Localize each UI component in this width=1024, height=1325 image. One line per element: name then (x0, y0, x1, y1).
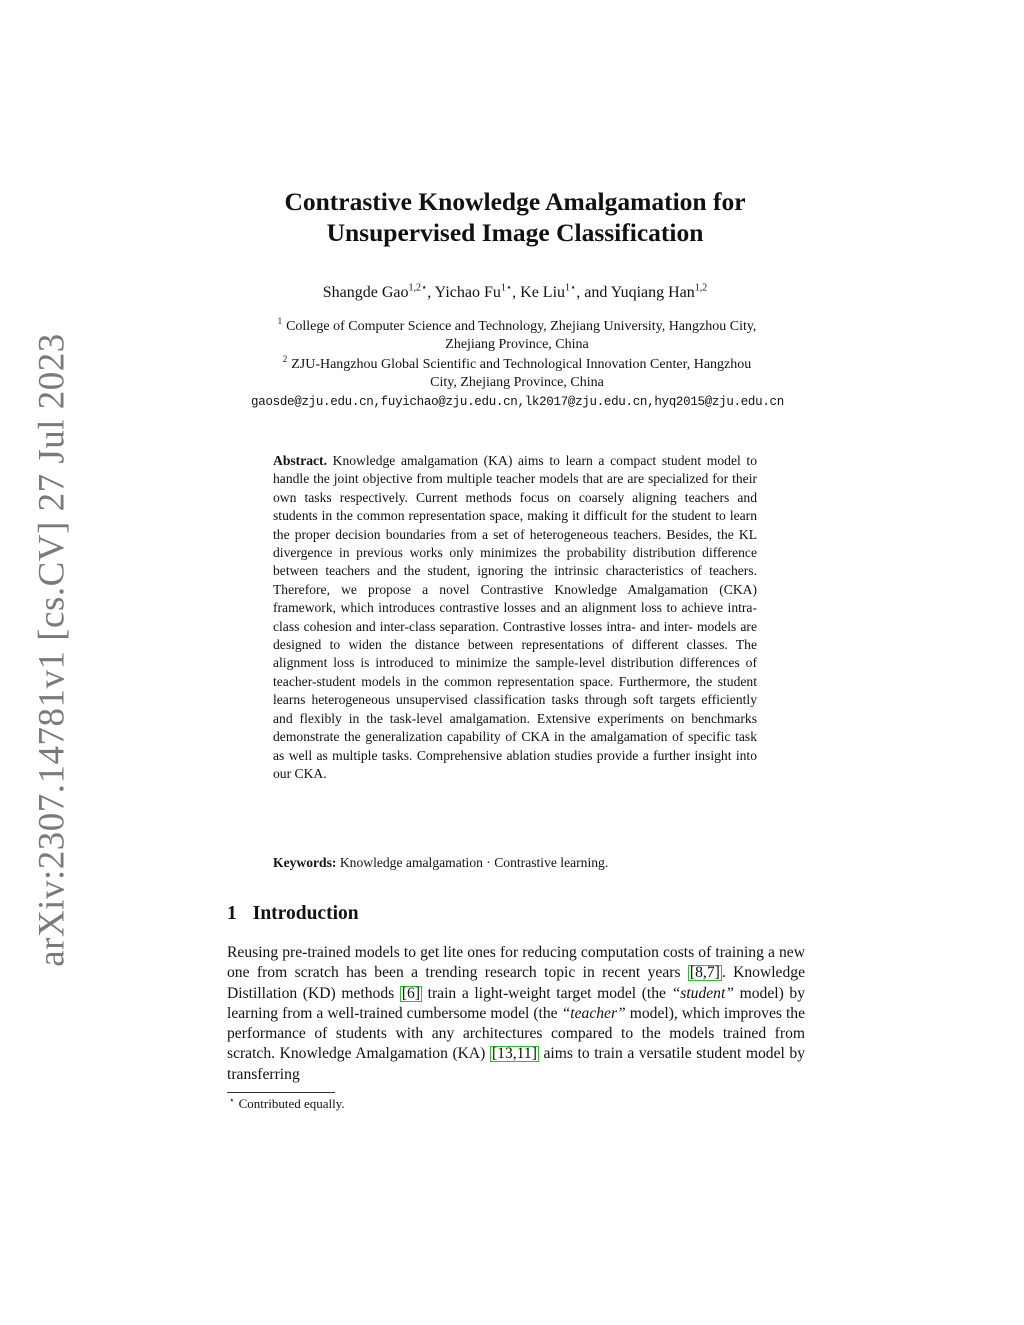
affiliation-line: Zhejiang Province, China (445, 337, 589, 352)
citation-link[interactable]: [6] (401, 984, 421, 1002)
author-name: Yichao Fu (434, 284, 501, 301)
student-term: “student” (671, 984, 734, 1002)
affiliation-line: ZJU-Hangzhou Global Scientific and Technological Innovation Center, Hangzhou (291, 357, 752, 372)
paragraph-text: Reusing pre-trained models to get lite ones for reducing computation costs of training a new one from scratch has been a trending research topic in recent years (227, 944, 805, 982)
affiliation-number: 2 (282, 354, 288, 365)
author-name: Yuqiang Han (610, 284, 695, 301)
keywords (273, 854, 757, 872)
author-affiliation-mark: 1⋆ (500, 282, 513, 294)
section-number: 1 (227, 903, 237, 924)
author-list: Shangde Gao$^{1,2⋆}$, Yichao $Fu^{1⋆}$, Ke Liu$^{1⋆}$, and Yuqiang Han$^{1,2}$ (322, 282, 708, 301)
author-affiliation-mark: 1⋆ (565, 282, 577, 294)
citation-link[interactable]: [13,11] (491, 1045, 537, 1063)
section-heading (227, 903, 359, 925)
section-title: Introduction (252, 903, 359, 924)
keywords-label: Keywords: (273, 855, 337, 870)
footnote-text: Contributed equally. (238, 1096, 345, 1111)
affiliation-2 (222, 356, 812, 392)
paragraph-text: model), which improves the performance of students with any architectures compared to the models trained from scratch. Knowledge Amalgamation (KA) (227, 1004, 806, 1063)
author-emails: gaosde@zju.edu.cn,fuyichao@zju.edu.cn,lk2017@zju.edu.cn,hyq2015@zju.edu.cn (251, 395, 784, 409)
paragraph-text: train a light-weight target model (the (422, 984, 672, 1002)
author-name: Shangde Gao (322, 284, 409, 301)
keywords-text: Knowledge amalgamation · Contrastive learning. (339, 855, 609, 870)
abstract (273, 452, 757, 783)
paragraph-text: model) by learning from a well-trained cumbersome model (the (227, 984, 805, 1022)
footnote (229, 1096, 345, 1112)
paragraph-text: . Knowledge Distillation (KD) methods (227, 964, 805, 1002)
affiliation-number: 1 (277, 316, 283, 327)
paper-title (150, 186, 880, 248)
abstract-label: Abstract. (273, 453, 327, 468)
footnote-mark: ⋆ (229, 1094, 235, 1105)
author-affiliation-mark: 1,2 (694, 282, 708, 294)
author-conjunction: and (584, 284, 608, 301)
abstract-text: Knowledge amalgamation (KA) aims to learn a compact student model to handle the joint objective from multiple teacher models that are are specialized for their own tasks respectively. Current methods focus on coarsely aligning teachers and students in the common representation space, making it difficult for the student to learn the proper decision boundaries from a set of heterogeneous teachers. Besides, the KL divergence in previous works only minimizes the probability distribution difference between teachers and the student, ignoring the intrinsic characteristics of teachers. Therefore, we propose a novel Contrastive Knowledge Amalgamation (CKA) framework, which introduces contrastive losses and an alignment loss to achieve intra-class cohesion and inter-class separation. Contrastive losses intra- and inter- models are designed to widen the distance between representations of different classes. The alignment loss is introduced to minimize the sample-level distribution differences of teacher-student models in the common representation space. Furthermore, the student learns heterogeneous unsupervised classification tasks through soft targets efficiently and flexibly in the task-level amalgamation. Extensive experiments on benchmarks demonstrate the generalization capability of CKA in the amalgamation of specific task as well as multiple tasks. Comprehensive ablation studies provide a further insight into our CKA. (273, 453, 757, 781)
author-affiliation-mark: 1,2⋆ (408, 282, 428, 294)
affiliation-line: City, Zhejiang Province, China (430, 375, 604, 390)
title-line-2: Unsupervised Image Classification (326, 218, 704, 247)
title-line-1: Contrastive Knowledge Amalgamation for (284, 187, 746, 216)
arxiv-identifier-stamp: arXiv:2307.14781v1 [cs.CV] 27 Jul 2023 (31, 333, 73, 967)
teacher-term: “teacher” (561, 1004, 626, 1022)
affiliation-1 (222, 318, 812, 354)
paragraph-text: aims to train a versatile student model by transferring (227, 1045, 805, 1083)
citation-link[interactable]: [8,7] (689, 964, 720, 982)
author-name: Ke Liu (520, 284, 566, 301)
footnote-rule (227, 1092, 335, 1093)
introduction-paragraph (227, 943, 805, 1085)
affiliation-line: College of Computer Science and Technology, Zhejiang University, Hangzhou City, (286, 319, 757, 334)
